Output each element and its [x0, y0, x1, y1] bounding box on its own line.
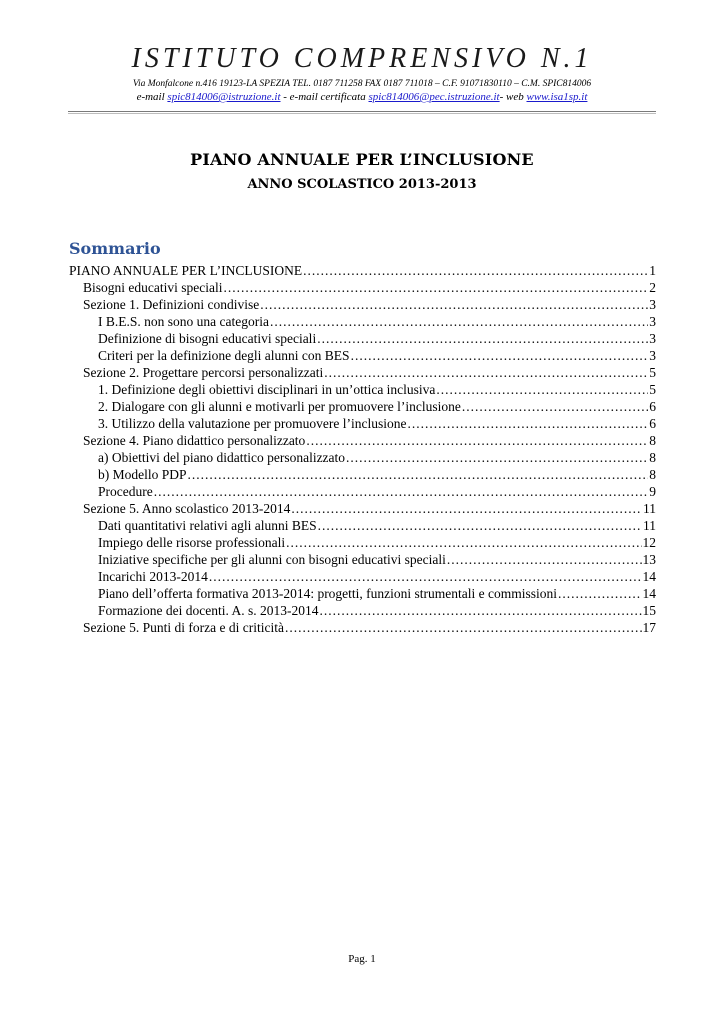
toc-entry[interactable] [69, 262, 656, 279]
toc-entry-text: Incarichi 2013-2014 [98, 569, 208, 584]
pec-link[interactable]: spic814006@pec.istruzione.it [368, 91, 500, 103]
toc-leader [223, 279, 648, 296]
toc-leader [462, 398, 648, 415]
toc-entry-text: Sezione 4. Piano didattico personalizzato [83, 433, 306, 448]
toc-entry-page: 1 [649, 263, 656, 278]
toc-entry[interactable] [69, 347, 656, 364]
web-label: - web [499, 91, 527, 103]
toc-entry[interactable] [69, 330, 656, 347]
toc-entry-text: Iniziative specifiche per gli alunni con bisogni educativi speciali [98, 552, 446, 567]
toc-entry-text: Definizione di bisogni educativi speciali [98, 331, 317, 346]
toc-entry-text: Sezione 5. Punti di forza e di criticità [83, 620, 284, 635]
toc-leader [317, 330, 648, 347]
toc-entry[interactable] [69, 449, 656, 466]
toc-leader [346, 449, 648, 466]
toc-leader [303, 262, 648, 279]
toc-entry-text: 1. Definizione degli obiettivi disciplinari in un’ottica inclusiva [98, 382, 436, 397]
toc-leader [436, 381, 648, 398]
toc-leader [318, 517, 642, 534]
toc-leader [447, 551, 642, 568]
toc-entry-text: PIANO ANNUALE PER L’INCLUSIONE [69, 263, 303, 278]
toc-entry-text: Bisogni educativi speciali [83, 280, 223, 295]
toc-entry[interactable] [69, 398, 656, 415]
toc-entry-text: I B.E.S. non sono una categoria [98, 314, 269, 329]
email-label: e-mail [136, 91, 168, 103]
toc-leader [260, 296, 648, 313]
toc-entry[interactable] [69, 466, 656, 483]
toc-entry-page: 13 [642, 552, 656, 567]
toc-entry[interactable] [69, 585, 656, 602]
toc-entry-page: 5 [649, 382, 656, 397]
toc-entry[interactable] [69, 432, 656, 449]
toc-entry[interactable] [69, 364, 656, 381]
toc-entry-page: 6 [649, 416, 656, 431]
toc-leader [319, 602, 641, 619]
toc-entry[interactable] [69, 568, 656, 585]
toc-entry-page: 11 [643, 501, 656, 516]
toc-entry-page: 15 [642, 603, 656, 618]
toc-leader [154, 483, 649, 500]
document-subtitle: ANNO SCOLASTICO 2013-2013 [247, 177, 477, 192]
toc-entry-page: 3 [649, 297, 656, 312]
toc-leader [351, 347, 649, 364]
toc-entry-text: Sezione 2. Progettare percorsi personalizzati [83, 365, 324, 380]
toc-entry-text: Formazione dei docenti. A. s. 2013-2014 [98, 603, 319, 618]
toc-entry[interactable] [69, 279, 656, 296]
email-link[interactable]: spic814006@istruzione.it [167, 91, 281, 103]
toc-entry-text: Procedure [98, 484, 153, 499]
toc-leader [306, 432, 648, 449]
toc-leader [285, 619, 642, 636]
toc-entry-page: 3 [649, 348, 656, 363]
pec-label: - e-mail certificata [280, 91, 369, 103]
web-link[interactable]: www.isa1sp.it [526, 91, 588, 103]
toc-entry-page: 17 [642, 620, 656, 635]
institute-contacts [0, 90, 724, 104]
toc-entry-page: 3 [649, 331, 656, 346]
toc-entry-text: 3. Utilizzo della valutazione per promuovere l’inclusione [98, 416, 407, 431]
toc-entry[interactable] [69, 500, 656, 517]
toc-leader [408, 415, 649, 432]
toc-entry-page: 14 [642, 586, 656, 601]
toc-entry[interactable] [69, 415, 656, 432]
toc-leader [209, 568, 642, 585]
toc-leader [291, 500, 642, 517]
toc-entry-text: Piano dell’offerta formativa 2013-2014: progetti, funzioni strumentali e commissioni [98, 586, 558, 601]
toc-leader [188, 466, 649, 483]
toc-entry[interactable] [69, 602, 656, 619]
toc-entry-text: Impiego delle risorse professionali [98, 535, 286, 550]
toc-entry-text: Sezione 5. Anno scolastico 2013-2014 [83, 501, 291, 516]
toc-entry[interactable] [69, 296, 656, 313]
toc-entry-text: Dati quantitativi relativi agli alunni BES [98, 518, 317, 533]
toc-entry-page: 8 [649, 433, 656, 448]
toc-leader [270, 313, 648, 330]
document-title: PIANO ANNUALE PER L’INCLUSIONE [190, 150, 534, 169]
toc-entry[interactable] [69, 381, 656, 398]
toc-entry-page: 6 [649, 399, 656, 414]
toc-heading: Sommario [69, 239, 161, 258]
toc-entry-text: Sezione 1. Definizioni condivise [83, 297, 260, 312]
toc-entry[interactable] [69, 517, 656, 534]
toc-entry-page: 5 [649, 365, 656, 380]
table-of-contents [69, 262, 656, 636]
toc-entry-text: b) Modello PDP [98, 467, 187, 482]
toc-entry-page: 11 [643, 518, 656, 533]
toc-entry[interactable] [69, 313, 656, 330]
toc-entry-page: 8 [649, 467, 656, 482]
toc-leader [286, 534, 641, 551]
toc-entry-page: 14 [642, 569, 656, 584]
toc-entry-text: a) Obiettivi del piano didattico personalizzato [98, 450, 346, 465]
toc-leader [558, 585, 641, 602]
toc-entry[interactable] [69, 534, 656, 551]
toc-entry[interactable] [69, 483, 656, 500]
toc-entry[interactable] [69, 551, 656, 568]
toc-entry-page: 2 [649, 280, 656, 295]
toc-entry-page: 3 [649, 314, 656, 329]
toc-entry-text: 2. Dialogare con gli alunni e motivarli per promuovere l’inclusione [98, 399, 461, 414]
toc-entry-page: 9 [649, 484, 656, 499]
header-divider [68, 111, 656, 114]
institute-title: ISTITUTO COMPRENSIVO N.1 [131, 43, 593, 74]
toc-entry-page: 12 [642, 535, 656, 550]
letterhead [0, 44, 724, 104]
toc-entry-text: Criteri per la definizione degli alunni con BES [98, 348, 350, 363]
toc-leader [324, 364, 648, 381]
toc-entry-page: 8 [649, 450, 656, 465]
institute-address: Via Monfalcone n.416 19123-LA SPEZIA TEL. 0187 711258 FAX 0187 711018 – C.F. 91071830110 – C.M. SPIC814006 [132, 79, 592, 89]
page-number: Pag. 1 [348, 953, 376, 965]
toc-entry[interactable] [69, 619, 656, 636]
